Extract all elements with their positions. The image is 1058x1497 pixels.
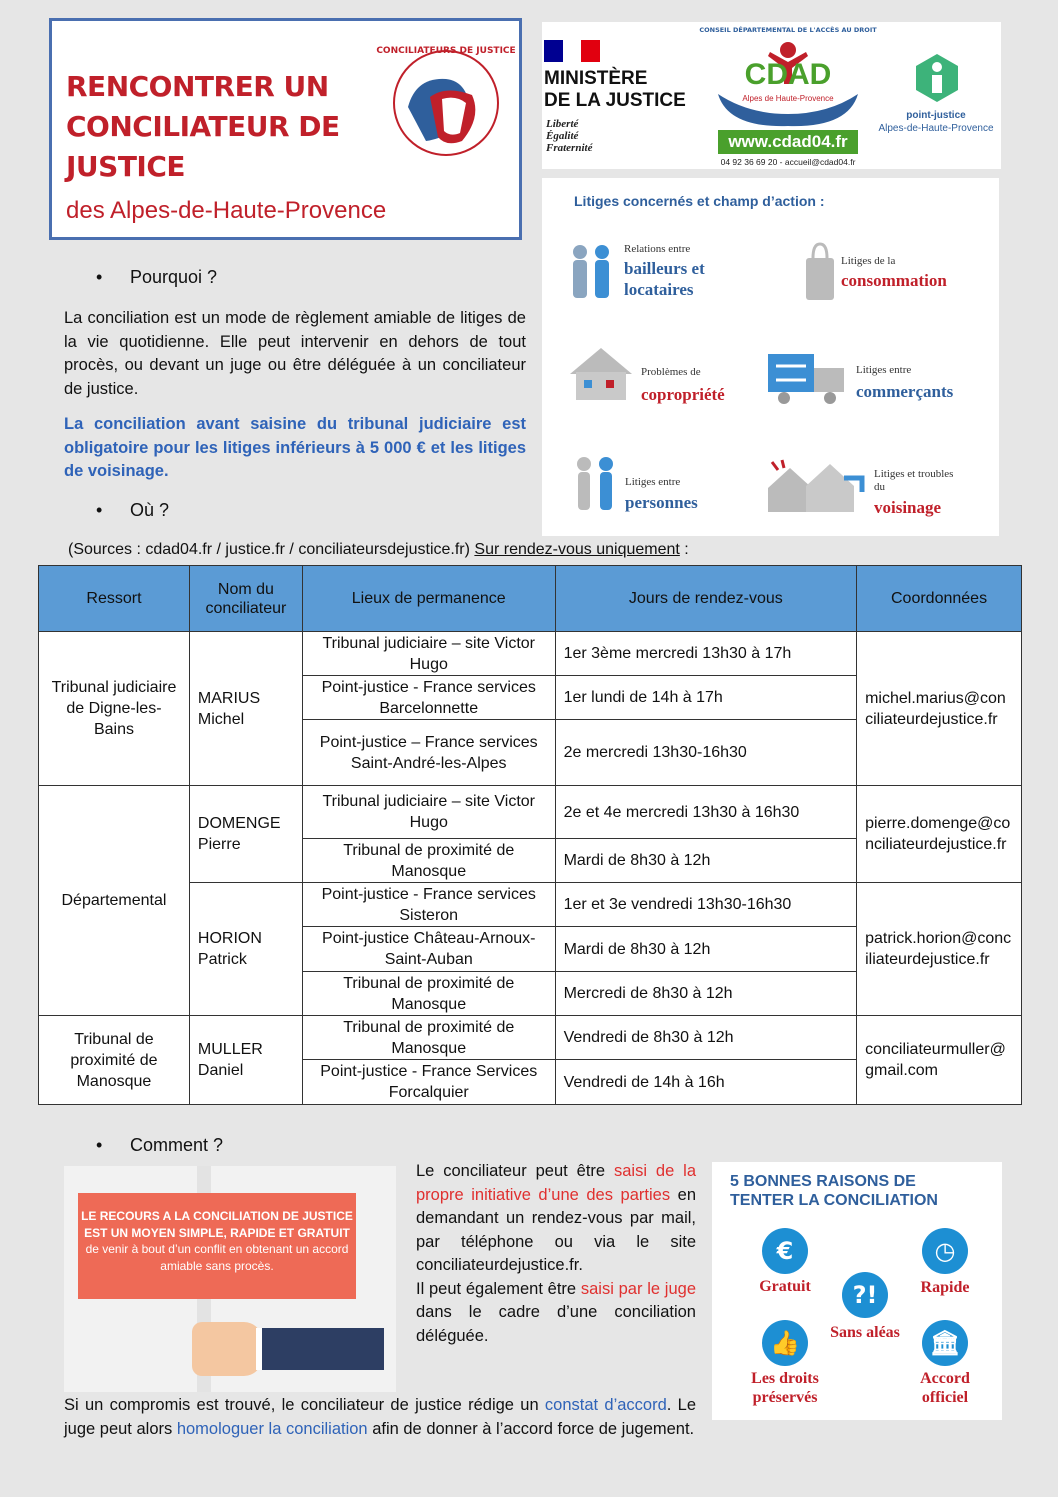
marianne-flag-icon	[544, 40, 600, 62]
devise: Liberté Égalité Fraternité	[546, 118, 593, 154]
tenants-icon	[566, 238, 616, 300]
title-box	[49, 18, 522, 240]
persons-icon	[572, 454, 618, 512]
bullet-icon: •	[96, 500, 103, 520]
comment-paragraph-3: Si un compromis est trouvé, le conciliateur de justice rédige un constat d’accord. Le juge peut alors homologuer la conciliation afin de donner à l’accord force de jugement.	[64, 1396, 697, 1438]
cdad-url: www.cdad04.fr	[718, 130, 858, 154]
jours-cell: Mardi de 8h30 à 12h	[555, 839, 857, 883]
courthouse-icon: 🏛	[922, 1320, 968, 1366]
lieu-cell: Point-justice - France Services Forcalquier	[302, 1060, 555, 1105]
sign-bold-text: LE RECOURS A LA CONCILIATION DE JUSTICE EST UN MOYEN SIMPLE, RAPIDE ET GRATUIT	[81, 1209, 353, 1240]
conciliateurs-logo-text: CONCILIATEURS DE JUSTICE	[376, 46, 516, 56]
cdad-region: Alpes de Haute-Provence	[742, 94, 834, 103]
comment-paragraph-2: Il peut également être saisi par le juge dans le cadre d’une conciliation déléguée.	[416, 1279, 697, 1345]
jours-cell: 2e mercredi 13h30-16h30	[555, 720, 857, 786]
lieu-cell: Point-justice - France services Sisteron	[302, 883, 555, 927]
table-header-row	[39, 566, 1022, 632]
sources-line	[68, 541, 689, 559]
lieu-cell: Tribunal de proximité de Manosque	[302, 1016, 555, 1060]
table-row	[39, 632, 1022, 676]
thumbs-up-icon: 👍	[762, 1320, 808, 1366]
table-row	[39, 786, 1022, 839]
sources-text: (Sources : cdad04.fr / justice.fr / conciliateursdejustice.fr)	[68, 541, 470, 558]
jours-cell: 1er et 3e vendredi 13h30-16h30	[555, 883, 857, 927]
litige-label-personnes: personnes	[625, 493, 698, 512]
section-comment	[96, 1135, 223, 1156]
ressort-cell: Tribunal de proximité de Manosque	[39, 1016, 190, 1105]
point-justice-icon	[912, 52, 962, 104]
cdad-logo	[699, 22, 877, 169]
table-row	[39, 1016, 1022, 1060]
lieu-cell: Point-justice - France services Barcelonnette	[302, 676, 555, 720]
reasons-title: 5 BONNES RAISONS DE TENTER LA CONCILIATION	[730, 1173, 938, 1209]
jours-cell: Vendredi de 8h30 à 12h	[555, 1016, 857, 1060]
cdad-arc-text: CONSEIL DÉPARTEMENTAL DE L'ACCÈS AU DROIT	[699, 26, 877, 34]
building-icon	[568, 344, 634, 402]
lieu-cell: Tribunal de proximité de Manosque	[302, 839, 555, 883]
reasons-panel	[712, 1162, 1002, 1420]
reason-accord-officiel: Accord officiel	[920, 1370, 970, 1406]
rdv-only: Sur rendez-vous uniquement	[474, 541, 680, 558]
section-pourquoi	[96, 267, 217, 288]
pourquoi-highlight: La conciliation avant saisine du tribunal judiciaire est obligatoire pour les litiges inférieurs à 5 000 € et les litiges de voisinage.	[64, 415, 526, 480]
pourquoi-text: La conciliation est un mode de règlement amiable de litiges de la vie quotidienne. Elle peut intervenir en dehors de tout procès, ou devant un juge ou être déléguée à un conciliateur de justice.	[64, 309, 526, 398]
reason-rapide: Rapide	[920, 1279, 970, 1296]
section-heading: Pourquoi ?	[130, 267, 218, 287]
col-header-coordonnees: Coordonnées	[857, 566, 1022, 632]
point-justice-name: point-justice	[906, 110, 966, 121]
reason-droits-preserves: Les droits préservés	[751, 1370, 819, 1406]
truck-icon	[768, 352, 848, 406]
litige-small-label: Problèmes de	[641, 366, 701, 378]
cdad-name: CDAD	[744, 58, 832, 91]
section-heading: Comment ?	[130, 1135, 224, 1155]
jours-cell: Mardi de 8h30 à 12h	[555, 927, 857, 972]
ressort-cell: Départemental	[39, 786, 190, 1016]
cdad-contact: 04 92 36 69 20 - accueil@cdad04.fr	[720, 157, 856, 167]
sign-board	[78, 1193, 356, 1299]
conciliateur-cell: MARIUS Michel	[189, 632, 302, 786]
comment-text	[416, 1160, 696, 1348]
litige-small-label: Litiges entre	[856, 364, 912, 376]
section-ou	[96, 500, 169, 521]
lieu-cell: Tribunal judiciaire – site Victor Hugo	[302, 632, 555, 676]
jours-cell: 1er lundi de 14h à 17h	[555, 676, 857, 720]
reason-gratuit: Gratuit	[759, 1278, 811, 1295]
jours-cell: Vendredi de 14h à 16h	[555, 1060, 857, 1105]
section-heading: Où ?	[130, 500, 170, 520]
litige-label-bailleurs: bailleurs et locataires	[624, 259, 705, 299]
reason-sans-aleas: Sans aléas	[830, 1324, 900, 1341]
litige-small-label: Litiges entre	[625, 476, 681, 488]
litige-small-label: Litiges de la	[841, 255, 896, 267]
col-header-lieux: Lieux de permanence	[302, 566, 555, 632]
coordonnees-cell[interactable]: pierre.domenge@conciliateurdejustice.fr	[857, 786, 1022, 883]
col-header-conciliateur: Nom du conciliateur	[189, 566, 302, 632]
comment-paragraph-1: Le conciliateur peut être saisi de la propre initiative d’une des parties en demandant un rendez-vous par mail, par téléphone ou via le site conciliateurdejustice.fr.	[416, 1162, 696, 1274]
coordonnees-cell[interactable]: conciliateurmuller@gmail.com	[857, 1016, 1022, 1105]
litige-label-copropriete: copropriété	[641, 385, 725, 404]
jours-cell: Mercredi de 8h30 à 12h	[555, 972, 857, 1016]
lieu-cell: Point-justice – France services Saint-André-les-Alpes	[302, 720, 555, 786]
litige-label-voisinage: voisinage	[874, 498, 942, 517]
litige-label-consommation: consommation	[841, 271, 947, 290]
page-subtitle: des Alpes-de-Haute-Provence	[66, 197, 387, 224]
col-header-jours: Jours de rendez-vous	[555, 566, 857, 632]
conciliateur-cell: HORION Patrick	[189, 883, 302, 1016]
partner-logos	[542, 22, 1001, 169]
lieu-cell: Tribunal judiciaire – site Victor Hugo	[302, 786, 555, 839]
bullet-icon: •	[96, 267, 103, 287]
permanences-table	[38, 565, 1022, 1105]
litiges-panel	[542, 178, 999, 536]
conciliateur-cell: DOMENGE Pierre	[189, 786, 302, 883]
bullet-icon: •	[96, 1135, 103, 1155]
suit-sleeve	[262, 1328, 384, 1370]
litige-small-label: Litiges et troubles du	[874, 468, 954, 493]
litige-label-commercants: commerçants	[856, 382, 954, 401]
conciliateur-cell: MULLER Daniel	[189, 1016, 302, 1105]
col-header-ressort: Ressort	[39, 566, 190, 632]
page-title: RENCONTRER UN CONCILIATEUR DE JUSTICE	[66, 70, 340, 183]
litiges-title: Litiges concernés et champ d’action :	[574, 193, 825, 209]
lieu-cell: Point-justice Château-Arnoux-Saint-Auban	[302, 927, 555, 972]
ministere-name: MINISTÈRE DE LA JUSTICE	[544, 68, 686, 111]
hand-icon	[192, 1322, 262, 1376]
conciliateurs-logo	[376, 37, 516, 161]
coordonnees-cell[interactable]: patrick.horion@conciliateurdejustice.fr	[857, 883, 1022, 1016]
jours-cell: 2e et 4e mercredi 13h30 à 16h30	[555, 786, 857, 839]
shopping-bag-icon	[804, 238, 836, 302]
neighbors-houses-icon	[766, 458, 864, 514]
point-justice-region: Alpes-de-Haute-Provence	[878, 123, 994, 134]
litige-small-label: Relations entre	[624, 243, 691, 255]
lieu-cell: Tribunal de proximité de Manosque	[302, 972, 555, 1016]
euro-icon: €	[762, 1228, 808, 1274]
ressort-cell: Tribunal judiciaire de Digne-les-Bains	[39, 632, 190, 786]
sign-normal-text: de venir à bout d’un conflit en obtenant un accord amiable sans procès.	[85, 1242, 349, 1273]
clock-icon: ◷	[922, 1228, 968, 1274]
coordonnees-cell[interactable]: michel.marius@conciliateurdejustice.fr	[857, 632, 1022, 786]
rdv-suffix: :	[679, 541, 689, 558]
jours-cell: 1er 3ème mercredi 13h30 à 17h	[555, 632, 857, 676]
question-icon: ?!	[842, 1272, 888, 1318]
